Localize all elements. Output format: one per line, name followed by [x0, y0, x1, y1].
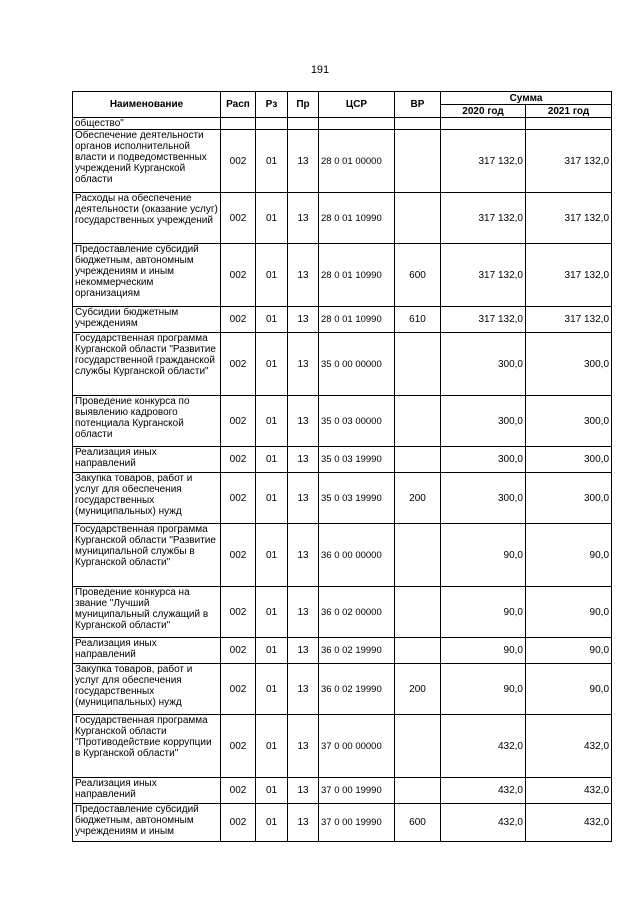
cell-rz: 01 [256, 524, 288, 587]
cell-sum-2021: 300,0 [526, 333, 612, 396]
cell-csr: 36 0 00 00000 [319, 524, 395, 587]
cell-sum-2020: 90,0 [441, 664, 526, 715]
cell-rasp: 002 [221, 715, 256, 778]
cell-sum-2020: 300,0 [441, 396, 526, 447]
cell-vr [395, 587, 441, 638]
cell-sum-2020: 317 132,0 [441, 193, 526, 244]
table-row [73, 307, 612, 333]
header-pr: Пр [288, 92, 319, 118]
cell-sum-2020: 90,0 [441, 587, 526, 638]
cell-csr: 28 0 01 10990 [319, 244, 395, 307]
cell-vr [395, 130, 441, 193]
cell-pr: 13 [288, 473, 319, 524]
cell-sum-2020: 300,0 [441, 333, 526, 396]
cell-pr: 13 [288, 524, 319, 587]
table-row [73, 715, 612, 778]
cell-rz: 01 [256, 778, 288, 804]
cell-rasp: 002 [221, 587, 256, 638]
cell-pr: 13 [288, 638, 319, 664]
cell-sum-2021: 300,0 [526, 473, 612, 524]
header-year-2020: 2020 год [441, 105, 526, 118]
cell-sum-2021: 300,0 [526, 396, 612, 447]
cell-sum-2020: 432,0 [441, 778, 526, 804]
page-number: 191 [310, 64, 330, 76]
cell-name: Закупка товаров, работ и услуг для обеспечения государственных (муниципальных) нужд [73, 664, 221, 715]
header-rz: Рз [256, 92, 288, 118]
cell-rasp: 002 [221, 664, 256, 715]
cell-sum-2021 [526, 118, 612, 130]
cell-rz [256, 118, 288, 130]
cell-rasp: 002 [221, 193, 256, 244]
cell-csr: 28 0 01 00000 [319, 130, 395, 193]
cell-rz: 01 [256, 244, 288, 307]
table-row [73, 778, 612, 804]
cell-rasp: 002 [221, 244, 256, 307]
cell-name: Обеспечение деятельности органов исполнительной власти и подведомственных учреждений Курганской области [73, 130, 221, 193]
header-sum: Сумма [441, 92, 612, 105]
cell-vr: 610 [395, 307, 441, 333]
cell-rasp: 002 [221, 333, 256, 396]
table-row [73, 396, 612, 447]
cell-rasp: 002 [221, 778, 256, 804]
cell-pr: 13 [288, 715, 319, 778]
cell-vr: 600 [395, 244, 441, 307]
cell-sum-2021: 300,0 [526, 447, 612, 473]
cell-sum-2020: 300,0 [441, 447, 526, 473]
cell-sum-2021: 317 132,0 [526, 307, 612, 333]
cell-rz: 01 [256, 307, 288, 333]
cell-pr: 13 [288, 307, 319, 333]
cell-vr [395, 715, 441, 778]
cell-csr: 36 0 02 00000 [319, 587, 395, 638]
cell-name: Предоставление субсидий бюджетным, автономным учреждениям и иным [73, 804, 221, 842]
cell-rz: 01 [256, 396, 288, 447]
cell-name: Проведение конкурса по выявлению кадрового потенциала Курганской области [73, 396, 221, 447]
cell-rasp: 002 [221, 396, 256, 447]
cell-sum-2020: 432,0 [441, 715, 526, 778]
cell-sum-2020 [441, 118, 526, 130]
cell-csr [319, 118, 395, 130]
cell-pr: 13 [288, 778, 319, 804]
cell-pr: 13 [288, 193, 319, 244]
cell-vr: 200 [395, 473, 441, 524]
cell-csr: 36 0 02 19990 [319, 638, 395, 664]
cell-name: Предоставление субсидий бюджетным, автономным учреждениям и иным некоммерческим организациям [73, 244, 221, 307]
cell-rz: 01 [256, 447, 288, 473]
cell-pr: 13 [288, 244, 319, 307]
cell-rasp: 002 [221, 473, 256, 524]
cell-rz: 01 [256, 473, 288, 524]
cell-csr: 37 0 00 00000 [319, 715, 395, 778]
table-body [73, 118, 612, 842]
cell-rz: 01 [256, 638, 288, 664]
cell-csr: 35 0 03 19990 [319, 473, 395, 524]
cell-name: Субсидии бюджетным учреждениям [73, 307, 221, 333]
cell-vr [395, 118, 441, 130]
table-row [73, 473, 612, 524]
cell-pr: 13 [288, 664, 319, 715]
table-row [73, 524, 612, 587]
cell-sum-2021: 432,0 [526, 715, 612, 778]
cell-sum-2021: 432,0 [526, 778, 612, 804]
cell-name: Государственная программа Курганской области "Развитие муниципальной службы в Курганской области" [73, 524, 221, 587]
table-row [73, 638, 612, 664]
cell-csr: 37 0 00 19990 [319, 778, 395, 804]
cell-pr: 13 [288, 333, 319, 396]
cell-csr: 37 0 00 19990 [319, 804, 395, 842]
table-row [73, 130, 612, 193]
cell-vr [395, 396, 441, 447]
cell-name: Закупка товаров, работ и услуг для обеспечения государственных (муниципальных) нужд [73, 473, 221, 524]
cell-name: Реализация иных направлений [73, 778, 221, 804]
cell-vr [395, 193, 441, 244]
header-year-2021: 2021 год [526, 105, 612, 118]
table-row [73, 587, 612, 638]
cell-pr: 13 [288, 587, 319, 638]
cell-sum-2020: 90,0 [441, 638, 526, 664]
cell-name: Государственная программа Курганской области "Развитие государственной гражданской службы Курганской области" [73, 333, 221, 396]
cell-name: Расходы на обеспечение деятельности (оказание услуг) государственных учреждений [73, 193, 221, 244]
cell-sum-2020: 300,0 [441, 473, 526, 524]
cell-csr: 35 0 00 00000 [319, 333, 395, 396]
cell-sum-2021: 90,0 [526, 524, 612, 587]
cell-rasp [221, 118, 256, 130]
cell-pr: 13 [288, 130, 319, 193]
header-name: Наименование [73, 92, 221, 118]
cell-sum-2021: 317 132,0 [526, 193, 612, 244]
cell-vr: 200 [395, 664, 441, 715]
cell-rz: 01 [256, 715, 288, 778]
cell-sum-2021: 317 132,0 [526, 130, 612, 193]
cell-pr: 13 [288, 396, 319, 447]
cell-rz: 01 [256, 587, 288, 638]
cell-sum-2021: 432,0 [526, 804, 612, 842]
cell-sum-2021: 90,0 [526, 587, 612, 638]
cell-vr [395, 778, 441, 804]
cell-sum-2020: 317 132,0 [441, 130, 526, 193]
cell-rasp: 002 [221, 638, 256, 664]
cell-sum-2020: 90,0 [441, 524, 526, 587]
cell-rz: 01 [256, 664, 288, 715]
cell-rasp: 002 [221, 307, 256, 333]
cell-csr: 35 0 03 00000 [319, 396, 395, 447]
cell-rasp: 002 [221, 130, 256, 193]
cell-rz: 01 [256, 333, 288, 396]
cell-vr [395, 524, 441, 587]
cell-name: Проведение конкурса на звание "Лучший муниципальный служащий в Курганской области" [73, 587, 221, 638]
cell-rz: 01 [256, 193, 288, 244]
cell-pr [288, 118, 319, 130]
cell-csr: 28 0 01 10990 [319, 193, 395, 244]
table-row [73, 333, 612, 396]
cell-rz: 01 [256, 804, 288, 842]
table-row [73, 193, 612, 244]
budget-table [72, 91, 612, 842]
cell-name: Реализация иных направлений [73, 638, 221, 664]
cell-pr: 13 [288, 447, 319, 473]
cell-sum-2020: 432,0 [441, 804, 526, 842]
table-row [73, 118, 612, 130]
table-row [73, 244, 612, 307]
cell-rasp: 002 [221, 804, 256, 842]
cell-sum-2021: 317 132,0 [526, 244, 612, 307]
cell-sum-2021: 90,0 [526, 638, 612, 664]
header-rasp: Расп [221, 92, 256, 118]
cell-vr [395, 333, 441, 396]
cell-name: Государственная программа Курганской области "Противодействие коррупции в Курганской области" [73, 715, 221, 778]
cell-csr: 28 0 01 10990 [319, 307, 395, 333]
cell-rasp: 002 [221, 447, 256, 473]
cell-vr: 600 [395, 804, 441, 842]
cell-name: Реализация иных направлений [73, 447, 221, 473]
table-row [73, 804, 612, 842]
cell-rz: 01 [256, 130, 288, 193]
header-csr: ЦСР [319, 92, 395, 118]
table-row [73, 664, 612, 715]
cell-sum-2020: 317 132,0 [441, 244, 526, 307]
cell-pr: 13 [288, 804, 319, 842]
cell-csr: 35 0 03 19990 [319, 447, 395, 473]
cell-vr [395, 638, 441, 664]
cell-sum-2020: 317 132,0 [441, 307, 526, 333]
table-row [73, 447, 612, 473]
cell-sum-2021: 90,0 [526, 664, 612, 715]
cell-vr [395, 447, 441, 473]
cell-name: общество" [73, 118, 221, 130]
cell-csr: 36 0 02 19990 [319, 664, 395, 715]
cell-rasp: 002 [221, 524, 256, 587]
header-vr: ВР [395, 92, 441, 118]
